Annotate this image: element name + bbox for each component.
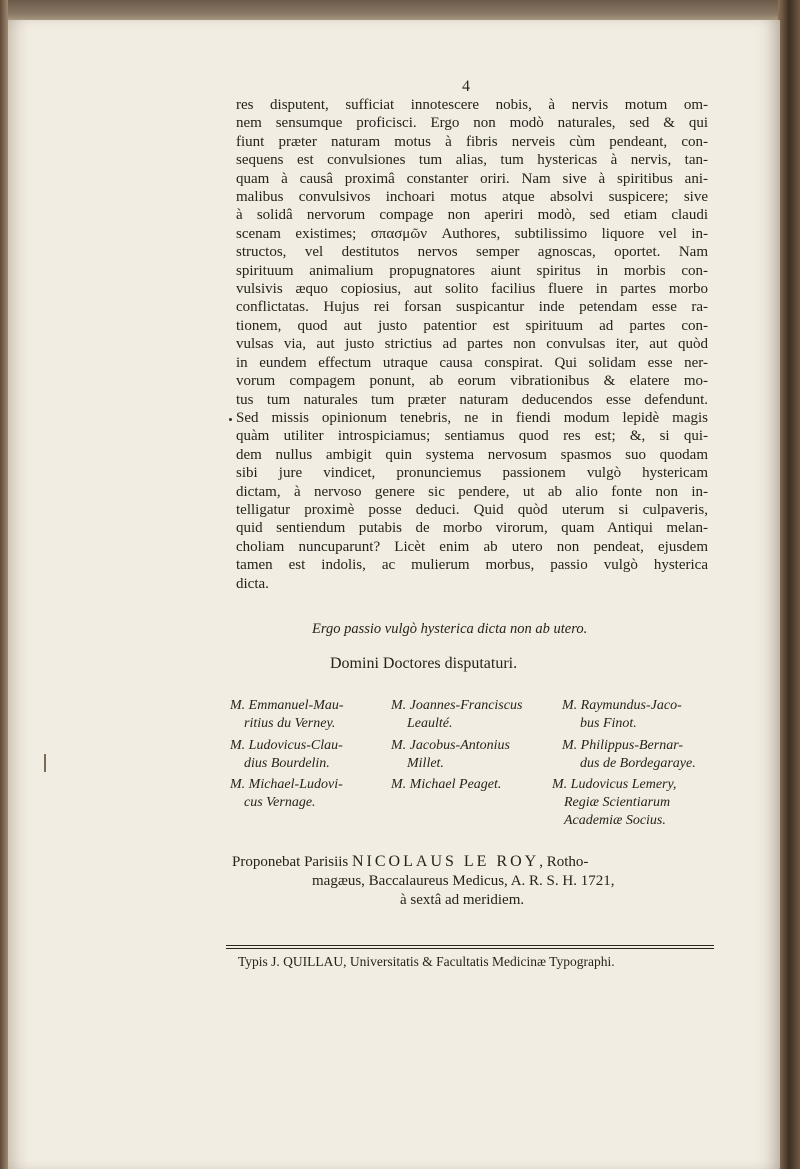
doctor-entry: M. Michael Peaget. [391,777,502,792]
printer-imprint: Typis J. QUILLAU, Universitatis & Facultatis Medicinæ Typographi. [238,954,615,969]
doctor-entry: M. Joannes-Franciscus Leaulté. [391,698,523,731]
presenter-name: NICOLAUS LE ROY [352,853,540,870]
text-line: malibus convulsivos inchoari motus atque absolvi suspicere; sive [236,189,708,206]
book-binding-edge [778,0,800,1169]
text-line: telligatur proximè posse deduci. Quid quòd uterum si culpaveris, [236,501,708,518]
book-left-edge [0,0,8,1169]
page-number: 4 [462,78,470,95]
text-line: spirituum animalium propugnatores aiunt spiritus in morbis con- [236,262,708,279]
proponebat-statement: Proponebat Parisiis NICOLAUS LE ROY, Rotho- magæus, Baccalaureus Medicus, A. R. S. H. 1721, à sextâ ad meridiem. [232,853,615,908]
doctor-entry: M. Philippus-Bernar- dus de Bordegaraye. [562,738,696,771]
text-line: sibi jure vindicet, pronunciemus passionem vulgò hystericam [236,465,708,482]
text-line: scenam existimes; σπασμῶν Authores, subtilissimo liquore vel in- [236,225,708,242]
text-line: choliam nuncuparunt? Licèt enim ab utero non pendeat, ejusdem [236,538,708,555]
text-line: quàm utiliter introspiciamus; sentiamus quod res est; &, si qui- [236,428,708,445]
text-line: structos, vel destitutos nervos semper agnoscas, oportet. Nam [236,244,708,261]
text-line: sequens est convulsiones tum alias, tum hystericas à nervis, tan- [236,152,708,169]
text-line: tionem, quod aut justo patentior est spirituum ad partes con- [236,317,708,334]
text-line: conflictatas. Hujus rei forsan suspicantur inde petendam esse ra- [236,299,708,316]
text-line: quid sentiendum putabis de morbo virorum, quam Antiqui melan- [236,520,708,537]
separator-rule [226,948,714,949]
text-line: vulsivis æquo copiosius, aut solito facilius fluere in partes morbo [236,281,708,298]
doctor-entry: M. Emmanuel-Mau- ritius du Verney. [230,698,344,731]
text-line: à solidâ nervorum compage non aperiri modò, sed etiam claudi [236,207,708,224]
text-line: dem nullus ambigit quin systema nervosum spasmos suo quodam [236,446,708,463]
conclusion-line: Ergo passio vulgò hysterica dicta non ab utero. [312,621,588,637]
text-line: fiunt præter naturam motus à fibris nerveis cùm pendeant, con- [236,133,708,150]
doctor-entry: M. Raymundus-Jaco- bus Finot. [562,698,682,731]
text-line: quam à causâ proximâ constanter oriri. Nam sive à spiritibus ani- [236,170,708,187]
doctor-entry: M. Jacobus-Antonius Millet. [391,738,510,771]
doctor-entry: M. Ludovicus Lemery, Regiæ Scientiarum Academiæ Socius. [552,777,677,828]
text-line: res disputent, sufficiat innotescere nobis, à nervis motum om- [236,97,708,113]
doctor-entry: M. Ludovicus-Clau- dius Bourdelin. [230,738,343,771]
text-line: in eundem effectum utraque causa conspirat. Qui solidam esse ner- [236,354,708,371]
text-line: vulsas via, aut justo strictius ad partes non convulsas iter, aut quòd [236,336,708,353]
text-line: tus tum naturales tum præter naturam deducendos esse defendunt. [236,391,708,408]
text-line: tamen est indolis, ac mulierum morbus, passio vulgò hysterica [236,557,708,574]
text-line: vorum compagem ponunt, ab eorum vibrationibus & elatere mo- [236,373,708,390]
text-line: dictam, à nervoso genere sic pendere, ut ab alio fonte non in- [236,483,708,500]
doctor-entry: M. Michael-Ludovi- cus Vernage. [230,777,343,810]
margin-mark-dot [229,418,232,421]
body-paragraph [236,96,708,593]
margin-mark [44,754,46,772]
separator-rule [226,945,714,946]
text-line: dicta. [236,575,269,592]
doctors-heading: Domini Doctores disputaturi. [330,655,518,672]
text-line: nem sensumque proficisci. Ergo non modò naturales, sed & qui [236,115,708,132]
text-line: Sed missis opinionum tenebris, ne in fiendi modum lepidè magis [236,409,708,426]
